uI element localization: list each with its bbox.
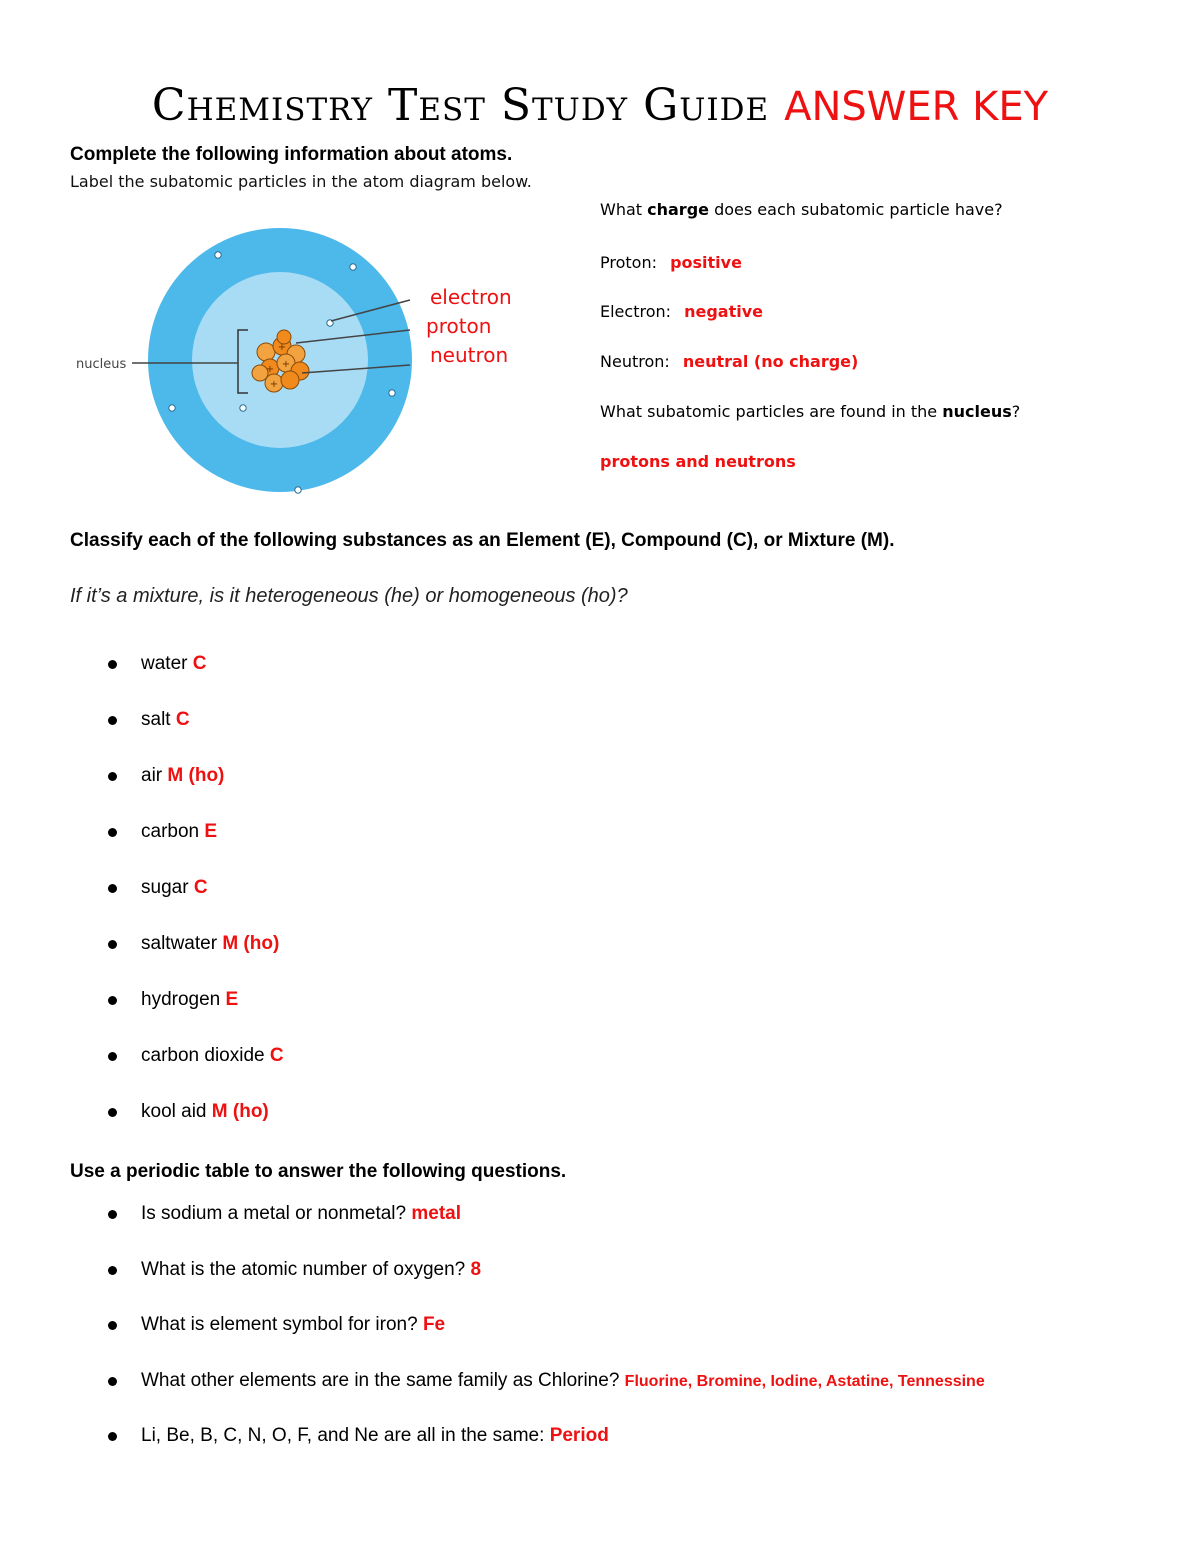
list-item-text: air xyxy=(141,765,163,786)
list-item-answer: metal xyxy=(411,1203,461,1224)
charge-question-bold: charge xyxy=(647,200,709,219)
bullet-icon xyxy=(108,940,117,949)
list-item-answer: E xyxy=(225,989,239,1010)
svg-text:+: + xyxy=(277,342,287,353)
list-item-text: water xyxy=(141,653,188,674)
list-item xyxy=(108,874,284,930)
nucleus-answer: protons and neutrons xyxy=(600,452,796,471)
nucleus-question-pre: What subatomic particles are found in the xyxy=(600,402,943,421)
atoms-instruction: Label the subatomic particles in the atom diagram below. xyxy=(70,172,532,191)
list-item xyxy=(108,762,284,818)
nucleus-question xyxy=(600,402,1020,421)
electron-row-label: Electron: xyxy=(600,302,672,321)
list-item xyxy=(108,930,284,986)
electron-dot xyxy=(169,405,175,411)
bullet-icon xyxy=(108,1052,117,1061)
list-item-answer: M (ho) xyxy=(211,1101,269,1122)
electron-dot xyxy=(240,405,246,411)
electron-answer: negative xyxy=(684,302,764,321)
bullet-icon xyxy=(108,1266,117,1275)
list-item-text: carbon dioxide xyxy=(141,1045,265,1066)
list-item-answer: Fe xyxy=(422,1314,446,1335)
neutron-row xyxy=(600,352,858,371)
list-item-text: Li, Be, B, C, N, O, F, and Ne are all in the same: xyxy=(141,1425,545,1446)
bullet-icon xyxy=(108,1210,117,1219)
svg-text:+: + xyxy=(265,364,275,375)
bullet-icon xyxy=(108,1432,117,1441)
list-item-answer: M (ho) xyxy=(222,933,280,954)
charge-question-post: does each subatomic particle have? xyxy=(709,200,1003,219)
classify-subheading: If it’s a mixture, is it heterogeneous (he) or homogeneous (ho)? xyxy=(70,585,628,607)
proton-row-label: Proton: xyxy=(600,253,657,272)
charge-question xyxy=(600,200,1003,219)
list-item-answer: C xyxy=(192,653,207,674)
bullet-icon xyxy=(108,1108,117,1117)
list-item xyxy=(108,1042,284,1098)
bullet-icon xyxy=(108,716,117,725)
page-title xyxy=(0,76,1200,137)
list-item-answer: C xyxy=(193,877,208,898)
bullet-icon xyxy=(108,828,117,837)
list-item xyxy=(108,818,284,874)
bullet-icon xyxy=(108,884,117,893)
list-item xyxy=(108,706,284,762)
nucleus-label: nucleus xyxy=(76,357,127,372)
list-item-answer: C xyxy=(269,1045,284,1066)
neutron-label: neutron xyxy=(430,343,509,367)
bullet-icon xyxy=(108,996,117,1005)
title-answer-key: ANSWER KEY xyxy=(784,84,1049,130)
list-item-answer: E xyxy=(204,821,218,842)
classify-heading: Classify each of the following substances as an Element (E), Compound (C), or Mixture (M). xyxy=(70,530,895,551)
list-item-text: kool aid xyxy=(141,1101,207,1122)
list-item-answer: Period xyxy=(549,1425,609,1446)
electron-dot xyxy=(215,252,221,258)
list-item xyxy=(108,1256,985,1312)
list-item-text: carbon xyxy=(141,821,200,842)
svg-text:+: + xyxy=(269,379,279,390)
list-item-text: saltwater xyxy=(141,933,218,954)
list-item xyxy=(108,986,284,1042)
nucleus-question-post: ? xyxy=(1011,402,1021,421)
list-item-text: What is the atomic number of oxygen? xyxy=(141,1258,466,1280)
list-item xyxy=(108,650,284,706)
nucleus-question-bold: nucleus xyxy=(942,402,1012,421)
svg-text:+: + xyxy=(281,359,291,370)
atom-diagram xyxy=(60,215,540,510)
list-item-answer: Fluorine, Bromine, Iodine, Astatine, Tennessine xyxy=(624,1372,985,1390)
electron-dot xyxy=(295,487,301,493)
electron-dot xyxy=(350,264,356,270)
list-item-text: What is element symbol for iron? xyxy=(141,1314,418,1335)
list-item-text: Is sodium a metal or nonmetal? xyxy=(141,1203,407,1224)
list-item-text: sugar xyxy=(141,877,189,898)
bullet-icon xyxy=(108,1377,117,1386)
list-item xyxy=(108,1311,985,1367)
proton-row xyxy=(600,253,742,272)
periodic-list xyxy=(108,1200,985,1478)
proton-label: proton xyxy=(426,314,492,338)
title-main: Chemistry Test Study Guide xyxy=(151,80,770,131)
classify-list xyxy=(108,650,284,1154)
charge-question-pre: What xyxy=(600,200,648,219)
atoms-heading: Complete the following information about atoms. xyxy=(70,144,513,165)
list-item-text: hydrogen xyxy=(141,989,221,1010)
proton-answer: positive xyxy=(670,253,742,272)
list-item-text: What other elements are in the same family as Chlorine? xyxy=(141,1369,620,1391)
bullet-icon xyxy=(108,772,117,781)
list-item-answer: M (ho) xyxy=(167,765,225,786)
neutron-row-label: Neutron: xyxy=(600,352,670,371)
bullet-icon xyxy=(108,660,117,669)
electron-row xyxy=(600,302,763,321)
bullet-icon xyxy=(108,1321,117,1330)
list-item xyxy=(108,1098,284,1154)
periodic-heading: Use a periodic table to answer the following questions. xyxy=(70,1161,567,1182)
electron-label: electron xyxy=(430,285,512,309)
electron-dot xyxy=(389,390,395,396)
list-item-answer: 8 xyxy=(470,1258,482,1280)
neutron-answer: neutral (no charge) xyxy=(682,352,859,371)
list-item xyxy=(108,1422,985,1478)
list-item xyxy=(108,1367,985,1423)
list-item-text: salt xyxy=(141,709,171,730)
list-item-answer: C xyxy=(175,709,190,730)
list-item xyxy=(108,1200,985,1256)
